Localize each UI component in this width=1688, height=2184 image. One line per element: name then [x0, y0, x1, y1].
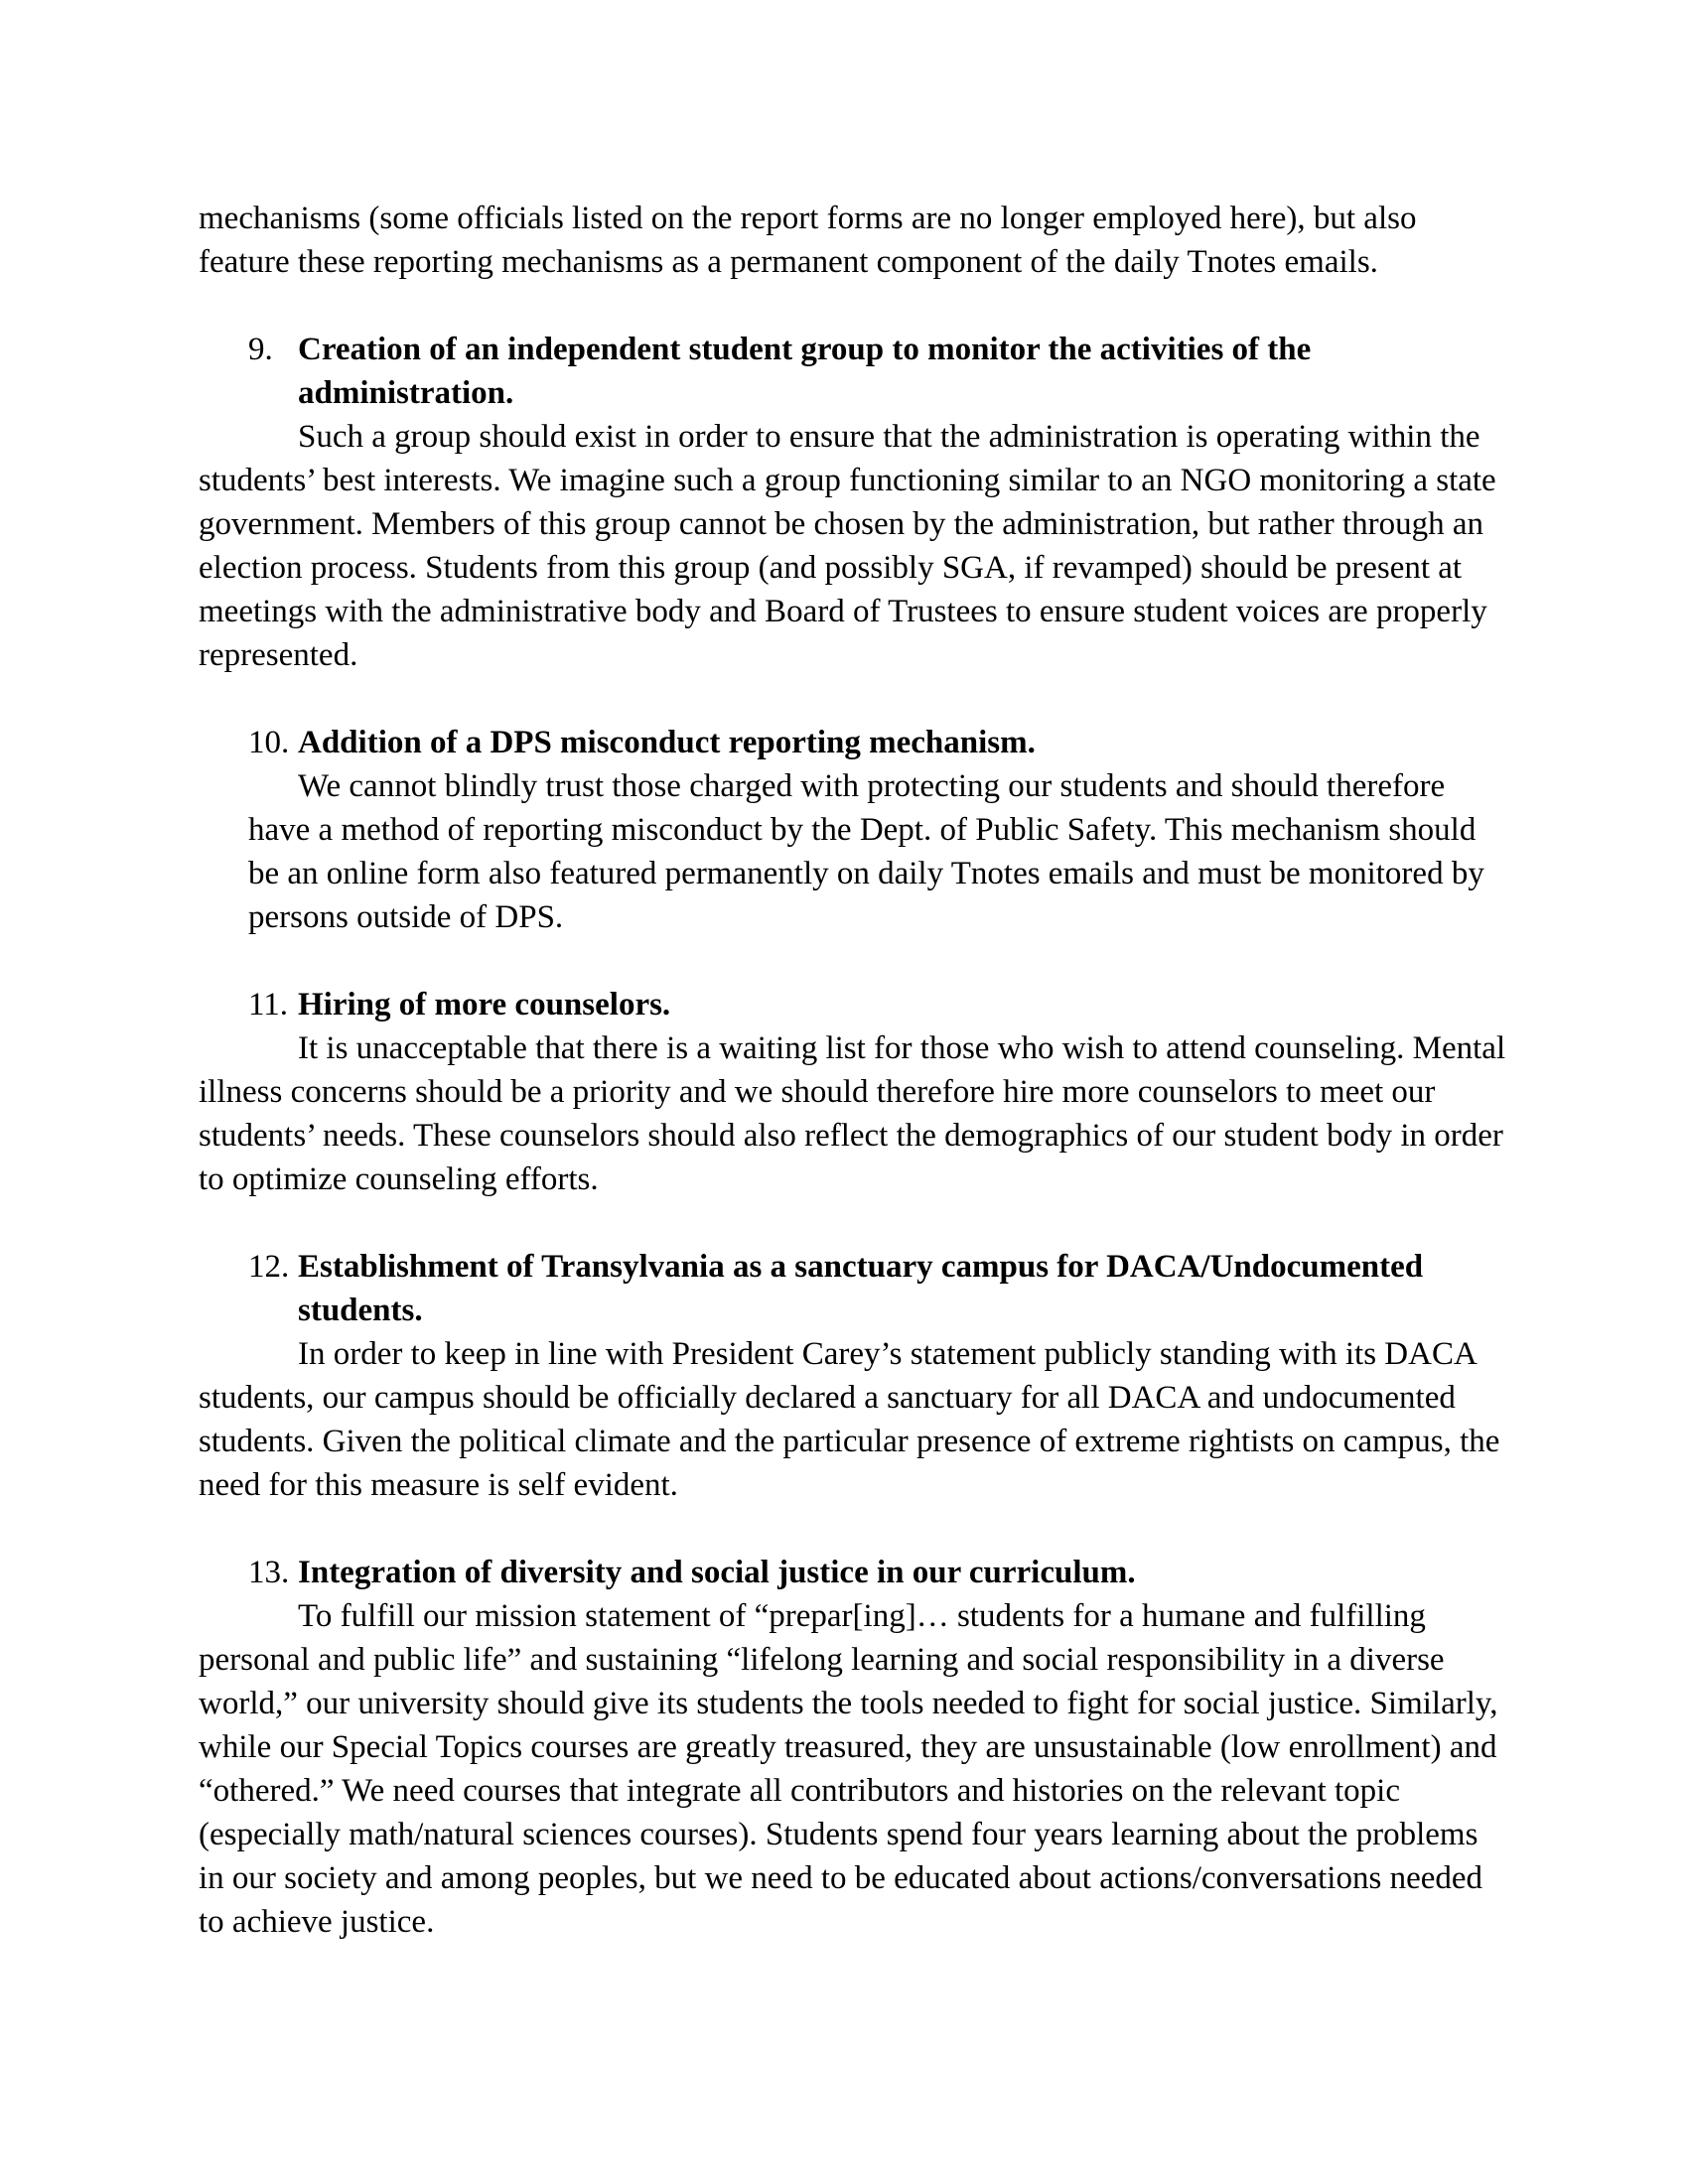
item-number: 11.: [248, 987, 289, 1023]
item-body: Such a group should exist in order to ensure that the administration is operating within the students’ best interests. We imagine such a group functioning similar to an NGO monitoring a state government. Members of this group cannot be chosen by the administration, but rather through an election process. Students from this group (and possibly SGA, if revamped) should be present at meetings with the administrative body and Board of Trustees to ensure student voices are properly represented.: [199, 419, 1496, 673]
item-body: It is unacceptable that there is a waiting list for those who wish to attend counseling. Mental illness concerns should be a priority and we should therefore hire more counselors to meet our students’ needs. These counselors should also reflect the demographics of our student body in order to optimize counseling efforts.: [199, 1030, 1506, 1197]
list-item-11: [199, 983, 1509, 1201]
list-item-12: [199, 1245, 1509, 1507]
intro-paragraph: mechanisms (some officials listed on the report forms are no longer employed here), but also feature these reporting mechanisms as a permanent component of the daily Tnotes emails.: [199, 201, 1417, 280]
item-heading-text: Creation of an independent student group to monitor the activities of the administration.: [298, 332, 1312, 411]
item-heading: [199, 1551, 1509, 1594]
list-item-10: [199, 721, 1509, 939]
item-heading: [199, 1245, 1509, 1332]
item-body: In order to keep in line with President Carey’s statement publicly standing with its DACA students, our campus should be officially declared a sanctuary for all DACA and undocumented students. Given the political climate and the particular presence of extreme rightists on campus, the need for this measure is self evident.: [199, 1336, 1500, 1503]
item-number: 10.: [248, 725, 290, 760]
item-heading: [199, 721, 1509, 764]
item-number: 9.: [248, 332, 273, 367]
item-heading: [199, 983, 1509, 1026]
item-number: 13.: [248, 1555, 290, 1590]
list-item-9: [199, 328, 1509, 677]
item-heading: [199, 328, 1509, 415]
item-heading-text: Establishment of Transylvania as a sanctuary campus for DACA/Undocumented students.: [298, 1249, 1424, 1328]
item-body: To fulfill our mission statement of “prepar[ing]… students for a humane and fulfilling personal and public life” and sustaining “lifelong learning and social responsibility in a diverse world,” our university should give its students the tools needed to fight for social justice. Similarly, while our Special Topics courses are greatly treasured, they are unsustainable (low enrollment) and “othered.” We need courses that integrate all contributors and histories on the relevant topic (especially math/natural sciences courses). Students spend four years learning about the problems in our society and among peoples, but we need to be educated about actions/conversations needed to achieve justice.: [199, 1598, 1498, 1940]
item-body: We cannot blindly trust those charged with protecting our students and should therefore have a method of reporting misconduct by the Dept. of Public Safety. This mechanism should be an online form also featured permanently on daily Tnotes emails and must be monitored by persons outside of DPS.: [248, 768, 1484, 935]
item-heading-text: Addition of a DPS misconduct reporting mechanism.: [298, 725, 1036, 760]
item-heading-text: Hiring of more counselors.: [298, 987, 671, 1023]
item-heading-text: Integration of diversity and social justice in our curriculum.: [298, 1555, 1136, 1590]
item-number: 12.: [248, 1249, 290, 1285]
list-item-13: [199, 1551, 1509, 1944]
